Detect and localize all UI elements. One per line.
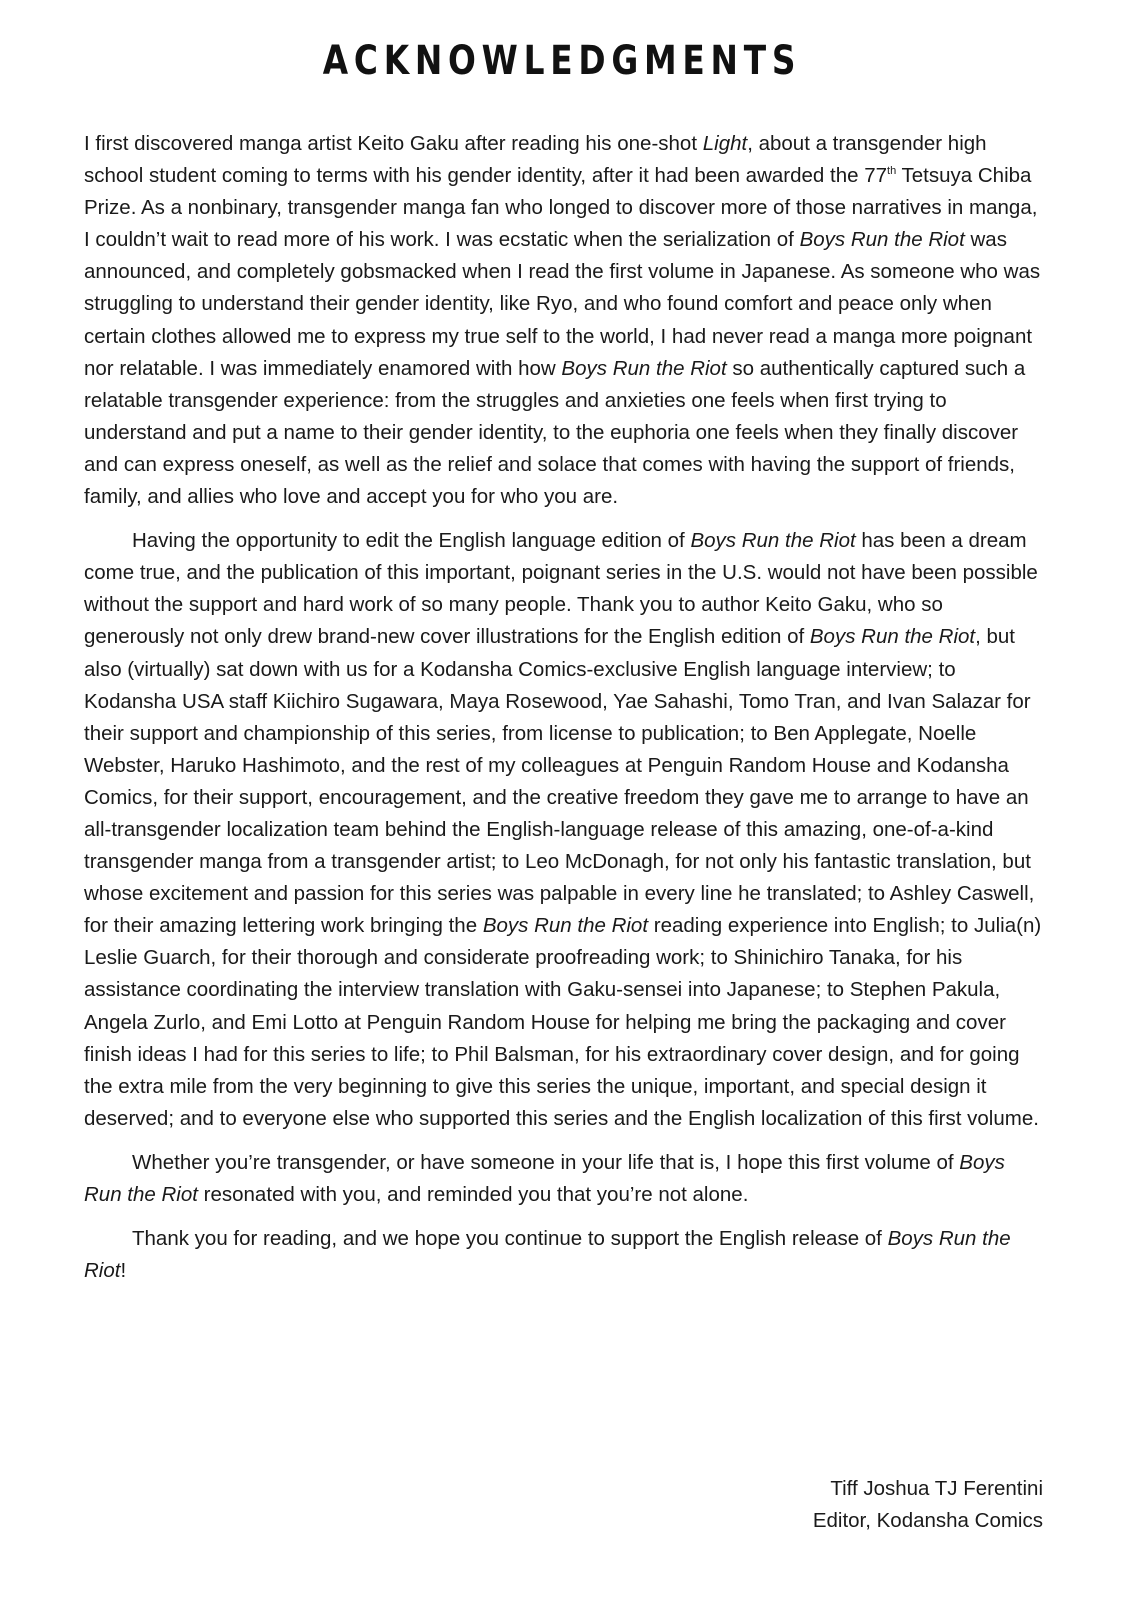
p1-text-i: so authentically captured such a relatable transgender experience: from the struggles and anxieties one feels when first trying to understand and put a name to their gender identity, to the euphoria one feels when they finally discover and can express oneself, as well as the relief and solace that comes with having the support of friends, family, and allies who love and accept you for who you are. <box>84 356 1026 509</box>
p2-title-2: Boys Run the Riot <box>809 625 976 649</box>
p2-text-e: , but also (virtually) sat down with us for a Kodansha Comics-exclusive English language interview; to Kodansha USA staff Kiichiro Sugawara, Maya Rosewood, Yae Sahashi, Tomo Tran, and Ivan Salazar for their support and championship of this series, from license to publication; to Ben Applegate, Noelle Webster, Haruko Hashimoto, and the rest of my colleagues at Penguin Random House and Kodansha Comics, for their support, encouragement, and the creative freedom they gave me to arrange to have an all-transgender localization team behind the English-language release of this amazing, one-of-a-kind transgender manga from a transgender artist; to Leo McDonagh, for not only his fantastic translation, but whose excitement and passion for this series was palpable in every line he translated; to Ashley Caswell, for their amazing lettering work bringing the <box>84 625 1035 938</box>
p2-title-1: Boys Run the Riot <box>690 529 856 553</box>
p1-text-a: I first discovered manga artist Keito Gaku after reading his one-shot <box>84 132 703 155</box>
p1-ordinal-suffix: th <box>887 165 897 178</box>
paragraph-1 <box>84 128 1046 513</box>
p1-text-c: , about a transgender high school student coming to terms with his gender identity, after it had been awarded the 77 <box>84 132 987 188</box>
p4-text-a: Thank you for reading, and we hope you continue to support the English release of <box>132 1227 888 1251</box>
p3-title: Boys Run the Riot <box>84 1150 1005 1206</box>
p1-title-boys-run-the-riot-2: Boys Run the Riot <box>561 356 727 380</box>
p2-title-3: Boys Run the Riot <box>482 914 649 938</box>
p3-text-a: Whether you’re transgender, or have someone in your life that is, I hope this first volume of <box>132 1150 960 1174</box>
paragraph-2 <box>84 525 1046 1135</box>
acknowledgments-body <box>84 128 1046 1299</box>
p3-text-c: resonated with you, and reminded you that you’re not alone. <box>197 1183 749 1206</box>
p2-text-g: reading experience into English; to Julia(n) Leslie Guarch, for their thorough and considerate proofreading work; to Shinichiro Tanaka, for his assistance coordinating the interview translation with Gaku-sensei into Japanese; to Stephen Pakula, Angela Zurlo, and Emi Lotto at Penguin Random House for helping me bring the packaging and cover finish ideas I had for this series to life; to Phil Balsman, for his extraordinary cover design, and for going the extra mile from the very beginning to give this series the unique, important, and special design it deserved; and to everyone else who supported this series and the English localization of this first volume. <box>84 914 1042 1130</box>
signature-block <box>813 1473 1043 1537</box>
signature-name: Tiff Joshua TJ Ferentini <box>830 1477 1043 1500</box>
p1-title-boys-run-the-riot: Boys Run the Riot <box>799 228 965 252</box>
p1-text-e: Tetsuya Chiba Prize. As a nonbinary, transgender manga fan who longed to discover more of those narratives in manga, I couldn’t wait to read more of his work. I was ecstatic when the serialization of <box>84 164 1038 252</box>
p1-text-g: was announced, and completely gobsmacked when I read the first volume in Japanese. As someone who was struggling to understand their gender identity, like Ryo, and who found comfort and peace only when certain clothes allowed me to express my true self to the world, I had never read a manga more poignant nor relatable. I was immediately enamored with how <box>84 228 1041 380</box>
page-title: ACKNOWLEDGMENTS <box>322 38 802 84</box>
p4-title: Boys Run the Riot <box>84 1227 1011 1283</box>
p2-text-a: Having the opportunity to edit the English language edition of <box>132 529 691 553</box>
p2-text-c: has been a dream come true, and the publication of this important, poignant series in the U.S. would not have been possible without the support and hard work of so many people. Thank you to author Keito Gaku, who so generously not only drew brand-new cover illustrations for the English edition of <box>84 529 1038 649</box>
paragraph-3 <box>84 1147 1046 1211</box>
paragraph-4 <box>84 1223 1046 1287</box>
p1-title-light: Light <box>702 132 748 155</box>
p4-text-c: ! <box>120 1259 127 1283</box>
signature-role: Editor, Kodansha Comics <box>812 1509 1043 1532</box>
